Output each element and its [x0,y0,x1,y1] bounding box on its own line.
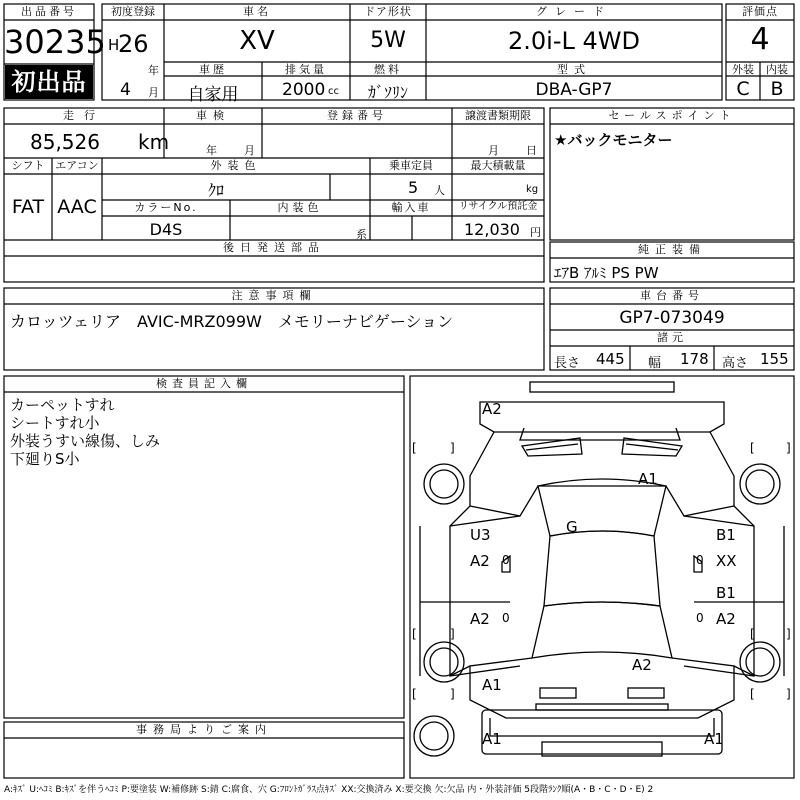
score-label: 評価点 [742,5,778,18]
mark-right-rear: B1 [716,584,736,602]
svg-text:]: ] [786,687,791,701]
auction-no-label: 出品番号 [21,5,77,18]
score: 4 [750,22,770,57]
capacity: 5 [408,178,419,197]
svg-text:0: 0 [696,553,704,567]
svg-text:]: ] [450,627,455,641]
mark-left-bottom: A1 [482,676,502,694]
mark-right-front: B1 [716,526,736,544]
svg-text:0: 0 [502,553,510,567]
int-color-unit: 系 [356,228,367,241]
capacity-unit: 人 [434,184,445,197]
recycle: 12,030 [464,220,520,239]
mark-roof: G [566,518,578,536]
svg-text:0: 0 [502,611,510,625]
first-reg-label: 初度登録 [111,5,155,18]
height-label: 高さ [722,356,749,371]
ext-color: ｸﾛ [207,181,224,200]
chassis-number: GP7-073049 [619,308,725,328]
first-listing-badge: 初出品 [5,65,93,99]
transfer-month-unit: 月 [488,144,499,157]
height-value: 155 [760,350,789,368]
model: DBA-GP7 [535,80,613,100]
svg-text:[: [ [412,687,417,701]
svg-text:]: ] [450,441,455,455]
mark-bumper-left: A1 [482,730,502,748]
year-unit: 年 [148,64,159,77]
color-no-label: カラーNo. [134,201,198,214]
import-label: 輸入車 [391,201,431,214]
first-reg-year: 26 [118,30,149,58]
color-no: D4S [149,220,183,239]
door: 5W [370,28,406,53]
mark-trunk: A2 [632,656,652,674]
capacity-label: 乗車定員 [389,159,433,172]
car-name: XV [239,26,275,56]
inspector-notes [10,396,160,468]
displacement-label: 排気量 [285,63,327,76]
interior-grade: B [770,78,784,100]
displacement: 2000 [282,80,326,100]
office-label: 事務局よりご案内 [136,723,272,736]
first-reg-month: 4 [120,80,131,100]
ac: AAC [57,196,97,218]
inspection-label: 車検 [196,109,230,122]
width-value: 178 [680,350,709,368]
int-color-label: 内装色 [277,201,323,214]
grade: 2.0i-L 4WD [508,27,640,55]
svg-text:]: ] [786,441,791,455]
dims-label: 諸元 [657,331,687,344]
svg-text:[: [ [412,627,417,641]
inspector-line: 外装うすい線傷、しみ [10,432,161,450]
inspector-line: 下廻りS小 [10,450,80,468]
history: 自家用 [187,85,239,105]
model-label: 型式 [557,63,591,76]
svg-text:[: [ [412,441,417,455]
car-condition-diagram [410,376,794,778]
length-value: 445 [596,350,625,368]
equipment-text: ｴｱB ｱﾙﾐ PS PW [554,264,659,282]
inspector-line: シートすれ小 [10,414,100,432]
inspection-month-unit: 月 [244,144,255,157]
auction-no: 30235 [4,23,106,61]
door-label: ドア形状 [364,5,412,18]
mark-left-front-2: A2 [470,552,490,570]
reg-no-label: 登録番号 [327,109,387,122]
ac-label: エアコン [55,159,99,172]
notes-label: 注意事項欄 [231,289,317,302]
exterior-grade: C [736,78,750,100]
transfer-day-unit: 日 [526,144,537,157]
svg-text:0: 0 [696,611,704,625]
width-label: 幅 [648,356,662,371]
mark-top: A2 [482,400,502,418]
transfer-label: 譲渡書類期限 [465,109,531,122]
svg-text:[: [ [750,627,755,641]
mark-right-front-2: XX [716,552,737,570]
displacement-unit: cc [328,86,339,97]
sales-point-text: ★バックモニター [554,131,673,149]
ext-color-label: 外装色 [210,159,262,172]
svg-text:[: [ [750,687,755,701]
shift-label: シフト [11,159,45,172]
max-load-unit: kg [526,184,539,195]
inspector-label: 検査員記入欄 [156,377,252,390]
svg-text:]: ] [786,627,791,641]
history-label: 車歴 [199,63,227,76]
mark-hood: A1 [638,470,658,488]
month-unit: 月 [148,86,159,99]
notes-text: カロッツェリア AVIC-MRZ099W メモリーナビゲーション [10,312,454,331]
length-label: 長さ [554,356,581,371]
fuel-label: 燃料 [374,63,402,76]
interior-label: 内装 [766,63,788,76]
mark-bumper-right: A1 [704,730,724,748]
inspection-year-unit: 年 [206,144,217,157]
chassis-label: 車台番号 [640,289,704,302]
era: H [108,36,120,54]
mark-left-front: U3 [470,526,491,544]
grade-label: グレード [536,5,612,18]
exterior-label: 外装 [732,63,754,76]
sales-point-label: セールスポイント [608,109,736,122]
mileage-unit: km [138,130,170,154]
mileage-label: 走行 [63,109,105,122]
recycle-label: リサイクル預託金 [458,201,538,212]
svg-text:[: [ [750,441,755,455]
mark-right-rear-2: A2 [716,610,736,628]
svg-text:]: ] [450,687,455,701]
recycle-unit: 円 [530,226,541,239]
fuel: ｶﾞｿﾘﾝ [367,83,408,102]
equipment-label: 純正装備 [638,243,706,256]
inspector-line: カーペットすれ [10,396,115,414]
legend-text: A:ｷｽﾞ U:ﾍｺﾐ B:ｷｽﾞを伴うﾍｺﾐ P:要塗装 W:補修跡 S:錆 C:腐食、穴 G:ﾌﾛﾝﾄｶﾞﾗｽ点ｷｽﾞ XX:交換済み X:要交換 欠:欠品 内・外装評価 5段階ﾗﾝｸ順(A・B・C・D・E) 2 [4,785,654,795]
mark-left-rear: A2 [470,610,490,628]
after-parts-label: 後日発送部品 [223,241,325,254]
max-load-label: 最大積載量 [470,159,526,172]
mileage: 85,526 [30,130,100,154]
car-name-label: 車名 [243,5,271,18]
shift: FAT [11,196,45,218]
